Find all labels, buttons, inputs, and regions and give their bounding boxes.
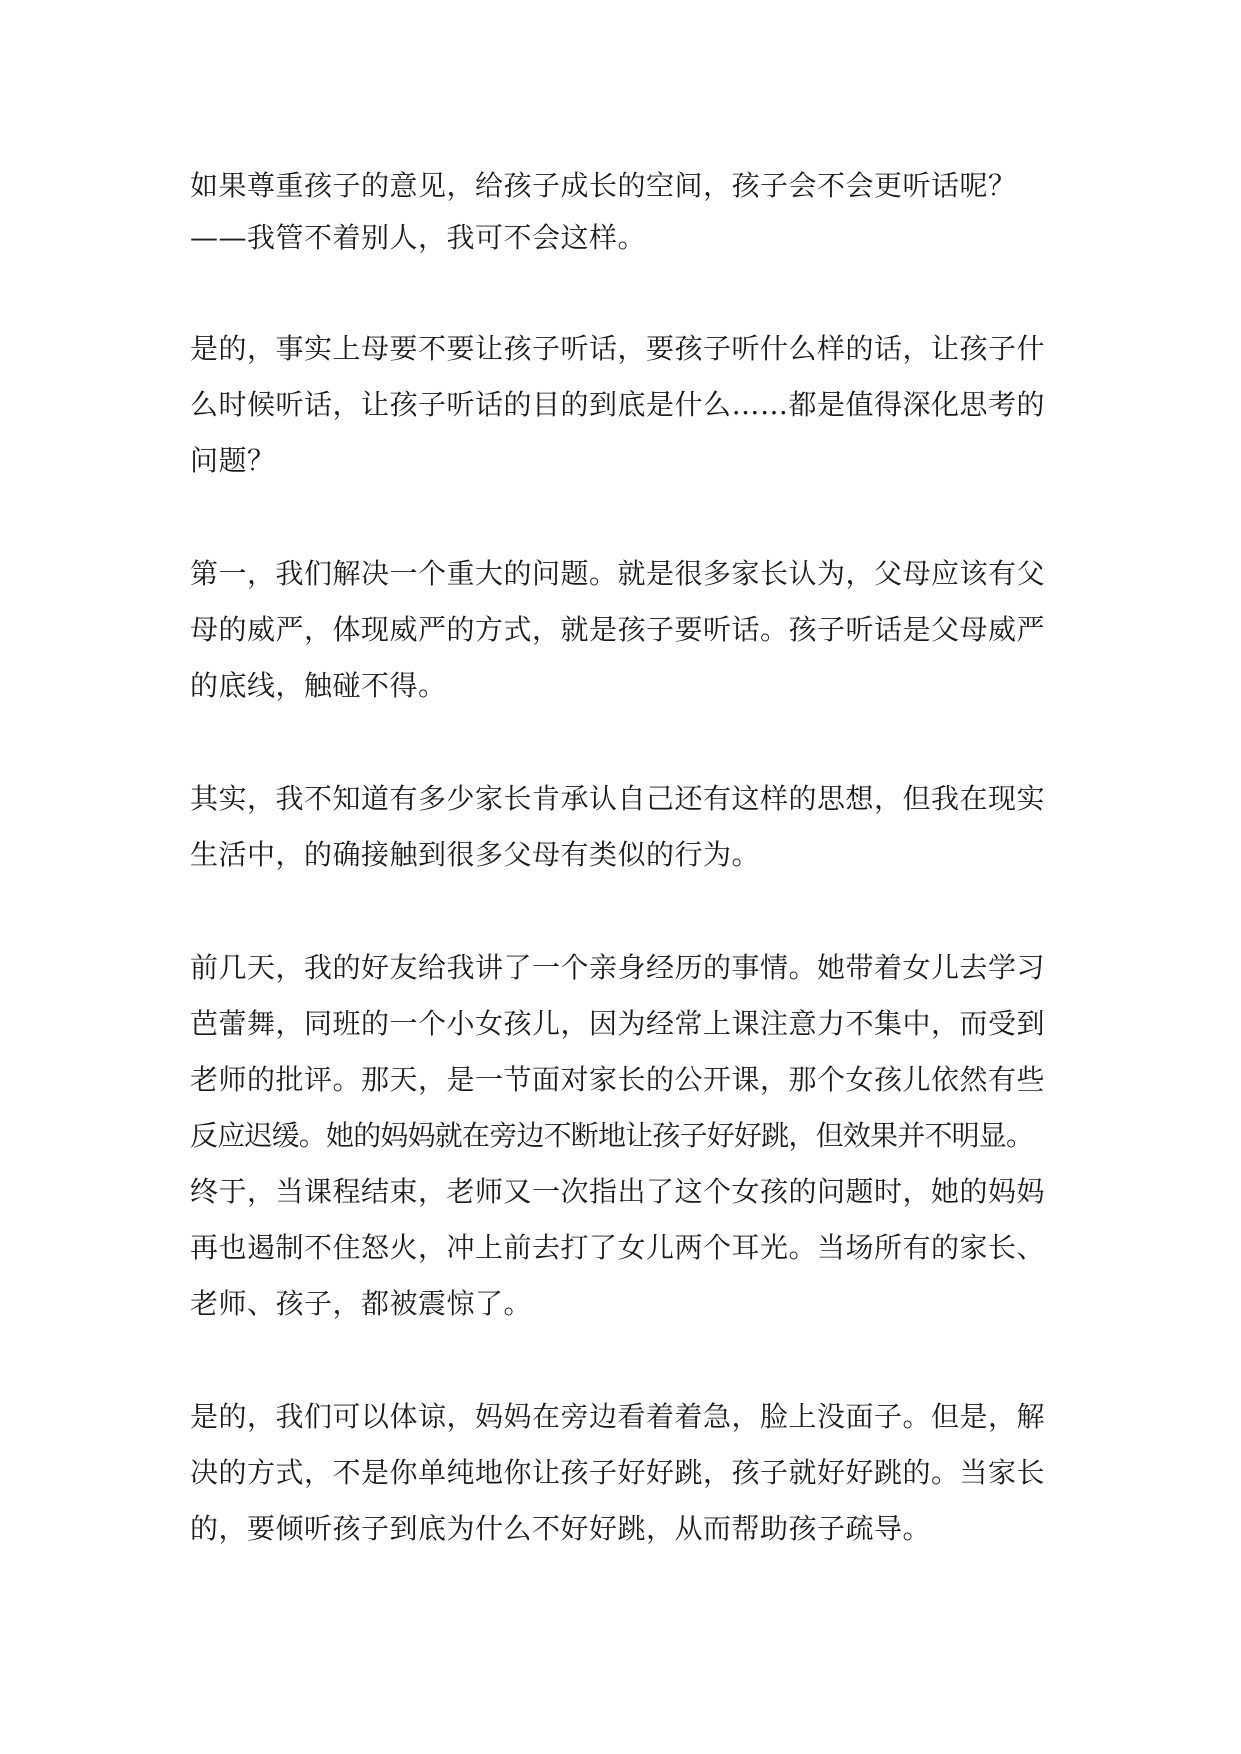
text-line: 是的，我们可以体谅，妈妈在旁边看着着急，脸上没面子。但是，解 xyxy=(190,1400,1046,1433)
text-line: 么时候听话，让孩子听话的目的到底是什么……都是值得深化思考的 xyxy=(190,388,1046,421)
text-line: 生活中，的确接触到很多父母有类似的行为。 xyxy=(190,838,761,871)
text-line: 的底线，触碰不得。 xyxy=(190,669,447,702)
text-line: 问题？ xyxy=(190,444,276,477)
document-body xyxy=(190,160,1060,1614)
paragraph-1 xyxy=(190,160,1060,264)
text-line: 老师的批评。那天，是一节面对家长的公开课，那个女孩儿依然有些 xyxy=(190,1063,1046,1096)
text-line: ——我管不着别人，我可不会这样。 xyxy=(190,221,647,254)
text-line: 反应迟缓。她的妈妈就在旁边不断地让孩子好好跳，但效果并不明显。 xyxy=(190,1119,1034,1152)
text-line: 决的方式，不是你单纯地你让孩子好好跳，孩子就好好跳的。当家长 xyxy=(190,1456,1046,1489)
text-line: 再也遏制不住怒火，冲上前去打了女儿两个耳光。当场所有的家长、 xyxy=(190,1231,1046,1264)
text-line: 是的，事实上母要不要让孩子听话，要孩子听什么样的话，让孩子什 xyxy=(190,332,1046,365)
text-line: 老师、孩子，都被震惊了。 xyxy=(190,1287,533,1320)
text-line: 终于，当课程结束，老师又一次指出了这个女孩的问题时，她的妈妈 xyxy=(190,1175,1046,1208)
text-line: 母的威严，体现威严的方式，就是孩子要听话。孩子听话是父母威严 xyxy=(190,613,1046,646)
paragraph-2 xyxy=(190,321,1060,489)
text-line: 前几天，我的好友给我讲了一个亲身经历的事情。她带着女儿去学习 xyxy=(190,951,1046,984)
text-line: 的，要倾听孩子到底为什么不好好跳，从而帮助孩子疏导。 xyxy=(190,1512,932,1545)
text-line: 芭蕾舞，同班的一个小女孩儿，因为经常上课注意力不集中，而受到 xyxy=(190,1007,1046,1040)
text-line: 其实，我不知道有多少家长肯承认自己还有这样的思想，但我在现实 xyxy=(190,782,1046,815)
paragraph-4 xyxy=(190,771,1060,883)
text-line: 第一，我们解决一个重大的问题。就是很多家长认为，父母应该有父 xyxy=(190,557,1046,590)
paragraph-6 xyxy=(190,1389,1060,1557)
text-line: 如果尊重孩子的意见，给孩子成长的空间，孩子会不会更听话呢？ xyxy=(190,169,1017,202)
paragraph-5 xyxy=(190,940,1060,1332)
paragraph-3 xyxy=(190,546,1060,714)
